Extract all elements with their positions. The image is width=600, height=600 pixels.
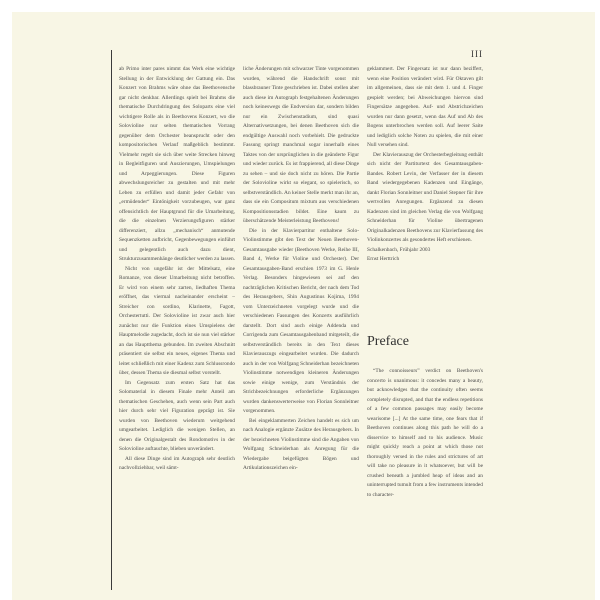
signature-place-date: Schalkenbach, Frühjahr 2003 [367,246,431,253]
col2-paragraph: Bei eingeklammerten Zeichen handelt es sich um nach Analogie ergänzte Zusätze des Herausgebers. In der bezeichneten Violinstimme sind die Angaben von Wolfgang Schneiderhan als Anregung für die Wiedergabe beigefügten Bögen und Artikulationszeichen ein- [243,417,359,471]
column-1 [119,65,235,587]
margin-rule [111,50,112,590]
signature-name: Ernst Herttrich [367,256,400,262]
col2-paragraph: liche Änderungen mit schwarzer Tinte vorgenommen wurden, während die Handschrift sonst mit blassbrauner Tinte geschrieben ist. Dabei stellen aber auch diese im Autograph festgehaltenen Änderungen noch keineswegs die Endversion dar, sondern bilden nur ein Zwischenstadium, sind quasi Alternativsetzungen, bei denen Beethoven sich die endgültige Auswahl noch vorbehielt. Die gedruckte Fassung springt manchmal sogar innerhalb eines Taktes von der ursprünglichen in die geänderte Figur und wieder zurück. Es ist frappierend, all diese Dinge zu sehen – und sie doch nicht zu hören. Die Partie der Solovioline wirkt so elegant, so spielerisch, so selbstverständlich. An keiner Stelle merkt man ihr an, dass sie ein Compositum mixtum aus verschiedenen Kompositionsstadien bildet. Eine kaum zu überschätzende Meisterleistung Beethovens! [243,66,359,224]
col1-paragraph: ab Primo inter pares nimmt das Werk eine wichtige Stellung in der Entwicklung der Gattung ein. Das Konzert von Brahms wäre ohne das Beethovensche gar nicht denkbar. Allerdings spielt bei Brahms die thematische Durchdringung des Soloparts eine viel wichtigere Rolle als in Beethovens Konzert, wo die Solovioline nur selten thematischen Vorrang gegenüber dem Orchester beansprucht oder den kompositorischen Verlauf maßgeblich bestimmt. Vielmehr regelt sie sich über weite Strecken hinweg in Begleitfiguren und Auszierungen, Umspielungen und Arpeggierungen. Diese Figuren abwechslungsreicher zu gestalten und mit mehr Leben zu erfüllen und damit jeder Gefahr von „ermüdender“ Eintönigkeit vorzubeugen, war ganz offensichtlich der Hauptgrund für die Umarbeitung, die die einzelnen Verzierungsfiguren stärker differenziert, allzu „mechanisch“ anmutende Sequenzketten aufbricht, Gegenbewegungen einführt und gelegentlich auch dazu dient, Strukturzusammenhänge deutlicher werden zu lassen. [119,66,235,262]
col1-paragraph: All diese Dinge sind im Autograph sehr deutlich nachvollziehbar, weil sämt- [119,455,235,471]
col3-paragraph: Der Klavierauszug der Orchesterbegleitung enthält sich nicht der Partiturtext des Gesamtausgaben-Bandes. Robert Levin, der Verfasser der in diesem Band wiedergegebenen Kadenzen und Eingänge, dankt Florian Sonnleitner und Daniel Stepner für ihre wertvollen Anregungen. Ergänzend zu diesen Kadenzen sind im gleichen Verlag die von Wolfgang Schneiderhan für Violine übertragenen Originalkadenzen Beethovens zur Klavierfassung des Violinkonzertes als gesondertes Heft erschienen. [367,151,483,243]
score-page [12,12,595,600]
column-3-german [367,65,483,275]
column-3-english [367,367,483,589]
col2-paragraph: Die in der Klavierpartitur enthaltene Solo-Violinstimme gibt den Text der Neuen Beethoven-Gesamtausgabe wieder (Beethoven Werke, Reihe III, Band 4, Werke für Violine und Orchester). Der Gesamtausgaben-Band erschien 1973 im G. Henle Verlag. Besonders hingewiesen sei auf den nachträglichen Kritischen Bericht, der nach dem Tod des Herausgebers, Shin Augustinus Kojima, 1994 vom Unterzeichneten vorgelegt wurde und die verschiedenen Fassungen des Konzerts ausführlich darstellt. Dort sind auch einige Addenda und Corrigenda zum Gesamtausgabenband mitgeteilt, die selbstverständlich bereits in den Text dieses Klavierauszugs eingearbeitet wurden. Die dadurch auch in der von Wolfgang Schneiderhan bezeichneten Violinstimme notwendigen kleineren Änderungen sowie einige wenige, zum Verständnis der Strichbezeichnungen erforderliche Ergänzungen wurden dankenswerterweise von Florian Sonnleitner vorgenommen. [243,227,359,414]
col1-paragraph: Im Gegensatz zum ersten Satz hat das Solomaterial in diesem Finale mehr Anteil am thematischen Geschehen, auch wenn sein Part auch hier durch sehr viel Figuration geprägt ist. Sie wurden von Beethoven wiederum weitgehend umgearbeitet. Lediglich die wenigen Stellen, an denen die Originalgestalt des Rondomotivs in der Solovioline auftauchte, blieben unverändert. [119,379,235,452]
col3-paragraph: geklammert. Der Fingersatz ist nur dann beziffert, wenn eine Position verändert wird. Für Oktaven gilt im allgemeinen, dass sie mit dem 1. und 4. Finger gespielt werden; bei Abweichungen hiervon sind Fingersätze angegeben. Auf- und Abstrichzeichen wurden nur dann gesetzt, wenn das Auf und Ab des Bogens unterbrochen werden soll. Auf leerer Saite und lediglich solche Noten zu spielen, die mit einer Null versehen sind. [367,66,483,148]
col1-paragraph: Nicht von ungefähr ist der Mittelsatz, eine Romanze, von dieser Umarbeitung nicht betroffen. Er wird von einem sehr zarten, liedhaften Thema eröffnet, das viermal nacheinander erscheint – Streicher con sordino, Klarinette, Fagott, Orchestertutti. Der Solovioline ist zwar auch hier zunächst nur die Funktion eines Umspielens der Hauptmelodie zugedacht, doch ist sie nun viel stärker an das Hauptthema gebunden. Im zweiten Abschnitt präsentiert sie selbst ein neues, eigenes Thema und leitet schließlich mit einer Kadenz zum Schlussrondo über, dessen Thema sie diesmal selbst vorstellt. [119,265,235,376]
preface-paragraph: “The connoisseurs” verdict on Beethoven's concerto is unanimous: it concedes many a beauty, but acknowledges that the continuity often seems completely disrupted, and that the endless repetitions of a few common passages may easily become wearisome [...] At the same time, one fears that if Beethoven continues along this path he will do a disservice to himself and to his audience. Music might quickly reach a point at which those not thoroughly versed in the rules and strictures of art will take no pleasure in it whatsoever, but will be crushed beneath a jumbled heap of ideas and an uninterrupted tumult from a few instruments intended to character- [367,368,483,498]
page-number: III [471,49,483,59]
preface-heading: Preface [367,334,409,349]
column-2 [243,65,359,585]
